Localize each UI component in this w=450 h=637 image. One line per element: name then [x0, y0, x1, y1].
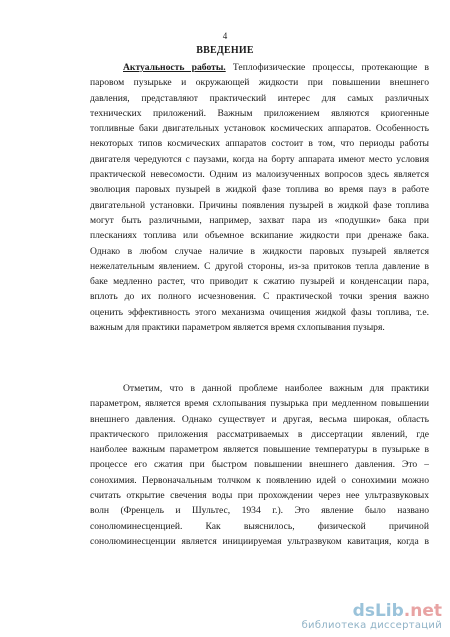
- text-line: параметром, является время схлопывания пузырька при медленном повышении: [90, 398, 429, 410]
- text-line: важным для практики параметром является время схлопывания пузыря.: [90, 322, 385, 334]
- paragraph-sonochemistry: [90, 381, 429, 549]
- text-line: практического приложения рассматриваемых в диссертации явлений, где: [90, 428, 429, 440]
- text-line: процессе его сжатия при быстром повышении внешнего давления. Это –: [90, 459, 429, 471]
- text-line: топливные баки двигательных установок космических аппаратов. Особенность: [90, 123, 429, 135]
- text-line: эволюция паровых пузырей в жидкой фазе топлива во время пауз в работе: [90, 184, 429, 196]
- text-line: практической невесомости. Одним из малоизученных вопросов здесь является: [90, 169, 429, 181]
- paragraph-relevance: [90, 60, 429, 335]
- text-line: волн (Френцель и Шультес, 1934 г.). Это явление было названо: [90, 505, 429, 517]
- text-line: считать открытие свечения воды при прохождении через нее ультразвуковых: [90, 490, 429, 502]
- lead-phrase: Актуальность работы.: [123, 62, 226, 73]
- text-line: паровом пузырьке и окружающей жидкости при повышении внешнего: [90, 77, 429, 89]
- text-line: сонохимия. Первоначальным толчком к появлению идей о сонохимии можно: [90, 474, 429, 486]
- text-line: некоторых типов космических аппаратов состоит в том, что периоды работы: [90, 138, 429, 150]
- text-line: двигательной установки. Причины появления пузырей в жидкой фазе топлива: [90, 199, 429, 211]
- section-title: ВВЕДЕНИЕ: [196, 45, 254, 56]
- text-line: внешнего давления. Однако существует и другая, весьма широкая, область: [90, 413, 429, 425]
- watermark-caption: библиотека диссертаций: [301, 620, 442, 631]
- text-line: давления, представляют практический интерес для самых различных: [90, 92, 429, 104]
- text-line: сонолюминесценцией. Как выяснилось, физической причиной: [90, 520, 429, 532]
- text-line: технических приложений. Важным приложением являются криогенные: [90, 107, 429, 119]
- watermark-logo: dsLib.net: [352, 601, 442, 621]
- text-line: нежелательным явлением. С другой стороны, из-за притоков тепла давление в: [90, 260, 429, 272]
- text-line: оценить эффективность этого механизма очищения жидкой фазы топлива, т.е.: [90, 306, 429, 318]
- text-line: могут быть различными, например, захват пара из «подушки» бака при: [90, 214, 429, 226]
- site-watermark[interactable]: [302, 602, 442, 631]
- text-line: баке медленно растет, что приводит к сжатию пузырей и конденсации пара,: [90, 276, 429, 288]
- text-line: Отметим, что в данной проблеме наиболее важным для практики: [123, 383, 429, 394]
- text-line: сонолюминесценции является инициируемая ультразвуком кавитация, когда в: [90, 535, 429, 547]
- text-line: двигателя чередуются с паузами, когда на борту аппарата имеют место условия: [90, 153, 429, 165]
- page-number: 4: [222, 31, 228, 41]
- text-line: Однако в любом случае наличие в жидкости паровых пузырей является: [90, 245, 429, 257]
- text-line: вплоть до их полного исчезновения. С практической точки зрения важно: [90, 291, 429, 303]
- text-line: наиболее важным параметром является повышение температуры в пузырьке в: [90, 444, 429, 456]
- text-line: плесканиях топлива или объемное вскипание жидкости при дренаже бака.: [90, 230, 429, 242]
- text-line: Актуальность работы. Теплофизические процессы, протекающие в: [123, 62, 429, 73]
